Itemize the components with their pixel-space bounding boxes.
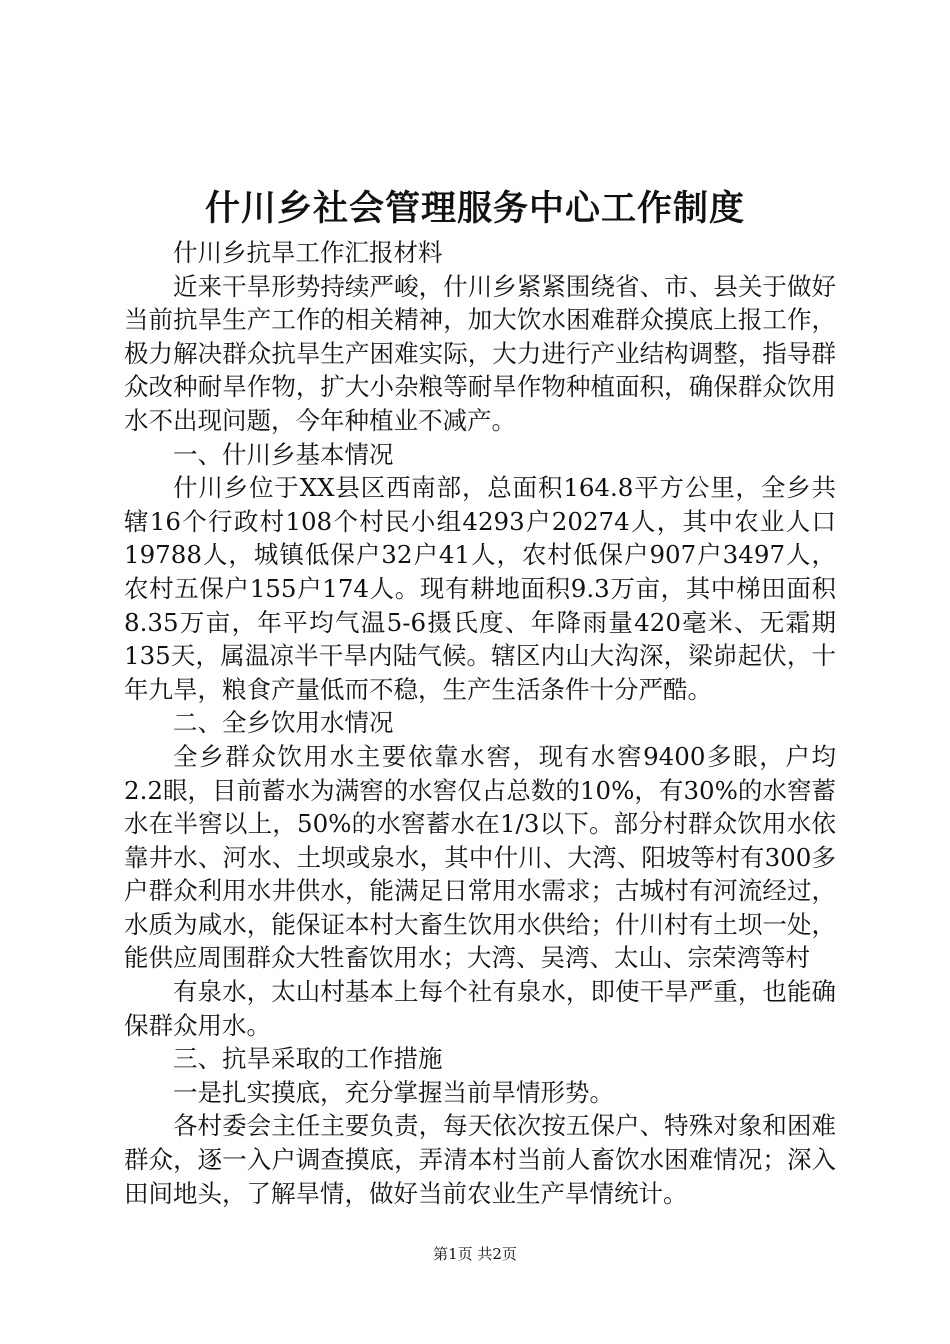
measure-heading-1: 一是扎实摸底，充分掌握当前旱情形势。 [173, 1077, 614, 1107]
page-title: 什川乡社会管理服务中心工作制度 [204, 188, 745, 229]
paragraph-spring-water: 有泉水，太山村基本上每个社有泉水，即使干旱严重，也能确保群众用水。 [124, 977, 836, 1040]
document-body [124, 236, 836, 1210]
paragraph-intro: 近来干旱形势持续严峻，什川乡紧紧围绕省、市、县关于做好当前抗旱生产工作的相关精神，加大饮水困难群众摸底上报工作，极力解决群众抗旱生产困难实际，大力进行产业结构调整，指导群众改种耐旱作物，扩大小杂粮等耐旱作物种植面积，确保群众饮用水不出现问题，今年种植业不减产。 [124, 271, 836, 435]
section-heading-3: 三、抗旱采取的工作措施 [173, 1044, 443, 1074]
paragraph-water-info: 全乡群众饮用水主要依靠水窖，现有水窖9400多眼，户均2.2眼，目前蓄水为满窖的水窖仅占总数的10%，有30%的水窖蓄水在半窖以上，50%的水窖蓄水在1/3以下。部分村群众饮用水依靠井水、河水、土坝或泉水，其中什川、大湾、阳坡等村有300多户群众利用水井供水，能满足日常用水需求；古城村有河流经过，水质为咸水，能保证本村大畜生饮用水供给；什川村有土坝一处，能供应周围群众大牲畜饮用水；大湾、吴湾、太山、宗荣湾等村 [124, 741, 836, 973]
paragraph-measure-1: 各村委会主任主要负责，每天依次按五保户、特殊对象和困难群众，逐一入户调查摸底，弄清本村当前人畜饮水困难情况；深入田间地头，了解旱情，做好当前农业生产旱情统计。 [124, 1111, 836, 1208]
section-heading-1: 一、什川乡基本情况 [173, 439, 394, 469]
section-heading-2: 二、全乡饮用水情况 [173, 708, 394, 738]
paragraph-subtitle: 什川乡抗旱工作汇报材料 [173, 238, 443, 267]
paragraph-basic-info: 什川乡位于XX县区西南部，总面积164.8平方公里，全乡共辖16个行政村108个村民小组4293户20274人，其中农业人口19788人，城镇低保户32户41人，农村低保户907户3497人，农村五保户155户174人。现有耕地面积9.3万亩，其中梯田面积8.35万亩，年平均气温5-6摄氏度、年降雨量420毫米、无霜期135天，属温凉半干旱内陆气候。辖区内山大沟深，梁峁起伏，十年九旱，粮食产量低而不稳，生产生活条件十分严酷。 [124, 473, 836, 704]
page-number: 第1页 共2页 [433, 1245, 517, 1263]
